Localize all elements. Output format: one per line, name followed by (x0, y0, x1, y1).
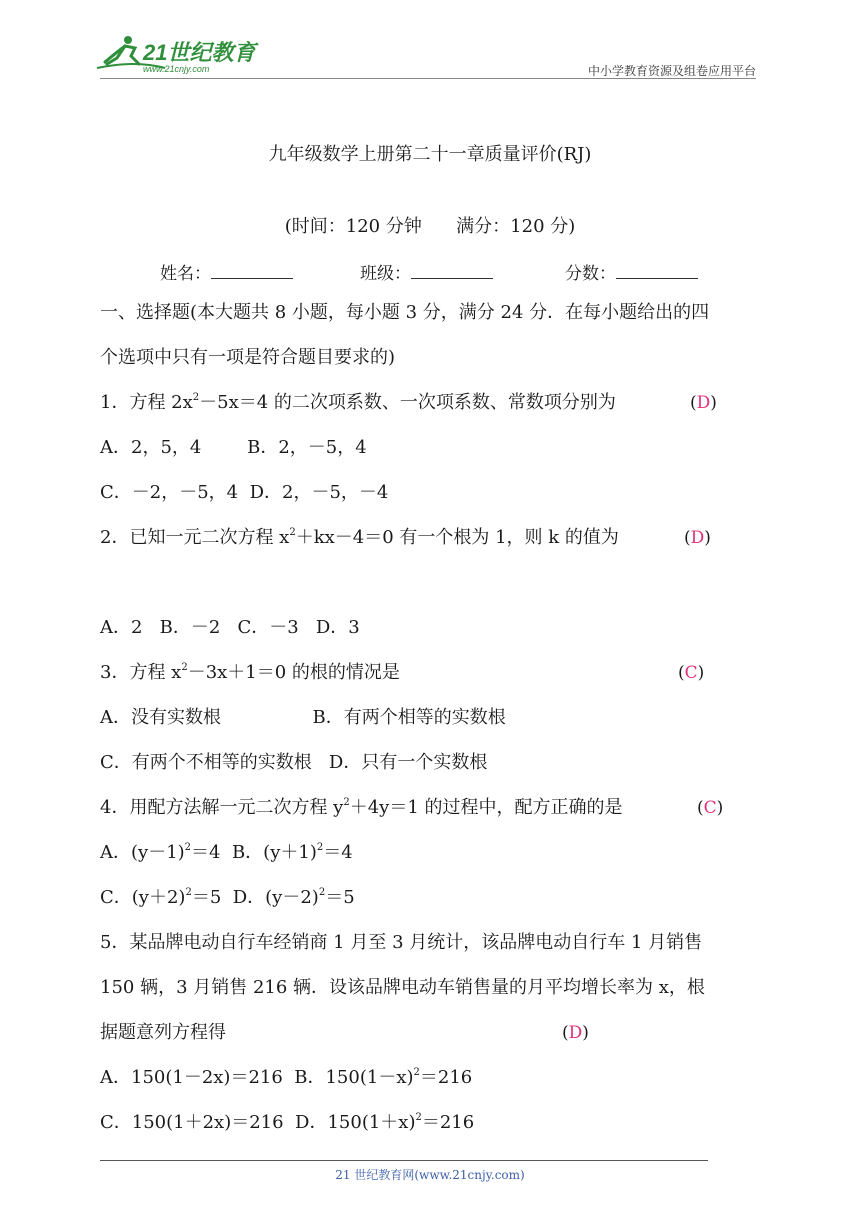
question-4-options-cd: C．$(y+2)^2=5$ D．$(y-2)^2=5$ (100, 887, 355, 908)
name-field (160, 259, 293, 284)
question-5-stem-line1: 5．某品牌电动自行车经销商 1 月至 3 月统计，该品牌电动自行车 1 月销售 (100, 932, 703, 953)
question-1-options-cd: C．－2，－5，4 D．2，－5，－4 (100, 482, 389, 503)
question-2-options: A．2 B．－2 C．－3 D．3 (100, 617, 360, 638)
question-5-answer: (D) (562, 1023, 589, 1043)
score-field (565, 259, 698, 284)
question-3-options-ab: A．没有实数根 B．有两个相等的实数根 (100, 707, 506, 728)
section-heading-line1: 一、选择题(本大题共 8 小题，每小题 3 分，满分 24 分．在每小题给出的四 (100, 302, 710, 323)
score-blank (616, 264, 698, 279)
question-4-options-ab: A．$(y-1)^2=4$ B．$(y+1)^2=4$ (100, 842, 353, 863)
name-label: 姓名： (160, 264, 211, 284)
question-3-options-cd: C．有两个不相等的实数根 D．只有一个实数根 (100, 752, 488, 773)
time-and-score: (时间：120 分钟 满分：120 分) (284, 216, 576, 237)
document-title: 九年级数学上册第二十一章质量评价(RJ) (268, 144, 592, 165)
class-field (360, 259, 493, 284)
question-4-answer: (C) (697, 798, 724, 818)
question-4-stem: 4．用配方法解一元二次方程 $y^2+4y=1$ 的过程中，配方正确的是 (100, 797, 623, 818)
class-blank (411, 264, 493, 279)
svg-text:21世纪教育: 21世纪教育 (143, 40, 256, 65)
class-label: 班级： (360, 264, 411, 284)
platform-name: 中小学教育资源及组卷应用平台 (587, 64, 756, 78)
question-5-options-ab: A．150(1－2x)＝216 B．$150(1-x)^2=216$ (100, 1067, 473, 1088)
question-5-stem-line2: 150 辆，3 月销售 216 辆．设该品牌电动车销售量的月平均增长率为 x，根 (100, 977, 705, 998)
question-2-stem: 2．已知一元二次方程 $x^2+kx-4=0$ 有一个根为 1，则 k 的值为 (100, 527, 619, 548)
question-5-options-cd: C．150(1＋2x)＝216 D．$150(1+x)^2=216$ (100, 1112, 475, 1133)
svg-text:www.21cnjy.com: www.21cnjy.com (143, 64, 210, 74)
question-1-answer: (D) (690, 393, 717, 413)
footer-divider (100, 1160, 708, 1161)
page-header (95, 30, 760, 80)
question-2-answer: (D) (684, 528, 711, 548)
header-divider (100, 78, 756, 79)
question-5-stem-line3: 据题意列方程得 (100, 1022, 226, 1043)
question-1-options-ab: A．2，5，4 B．2，－5，4 (100, 437, 367, 458)
score-label: 分数： (565, 264, 616, 284)
name-blank (211, 264, 293, 279)
footer-source: 21 世纪教育网(www.21cnjy.com) (335, 1168, 525, 1182)
question-1-stem: 1．方程 $2x^2-5x=4$ 的二次项系数、一次项系数、常数项分别为 (100, 392, 616, 413)
question-3-answer: (C) (678, 663, 705, 683)
site-logo (95, 34, 265, 74)
question-3-stem: 3．方程 $x^2-3x+1=0$ 的根的情况是 (100, 662, 400, 683)
section-heading-line2: 个选项中只有一项是符合题目要求的) (100, 347, 396, 368)
